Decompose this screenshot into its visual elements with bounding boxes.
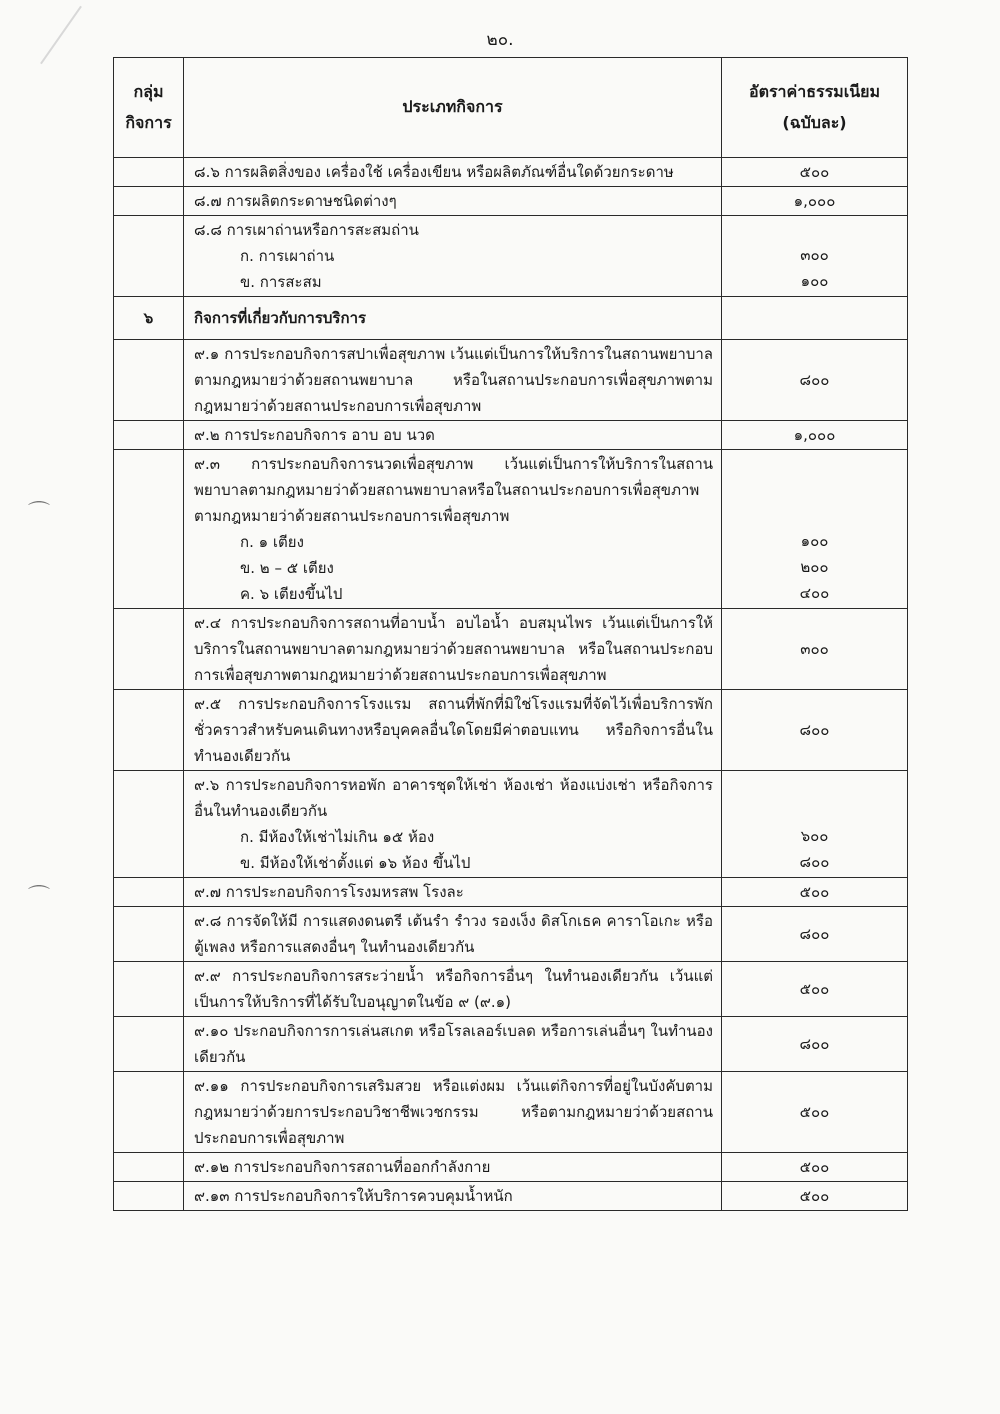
group-cell — [114, 450, 184, 609]
table-row — [114, 609, 908, 690]
table-row — [114, 1182, 908, 1211]
fee-cell — [722, 609, 908, 690]
fee-value: ๑๐๐ — [800, 532, 829, 550]
item-cell — [184, 690, 722, 771]
group-cell — [114, 690, 184, 771]
fee-value: ๑๐๐ — [800, 272, 829, 290]
item-text: ๘.๗ การผลิตกระดาษชนิดต่างๆ — [194, 192, 397, 210]
fee-value: ๑,๐๐๐ — [793, 192, 836, 210]
table-row — [114, 962, 908, 1017]
fee-value: ๕๐๐ — [799, 1187, 830, 1205]
group-cell — [114, 340, 184, 421]
group-cell — [114, 187, 184, 216]
fee-cell — [722, 421, 908, 450]
table-row — [114, 187, 908, 216]
item-cell — [184, 609, 722, 690]
sub-item: ข. มีห้องให้เช่าตั้งแต่ ๑๖ ห้อง ขึ้นไป — [240, 854, 471, 872]
fee-value: ๕๐๐ — [799, 1158, 830, 1176]
table-row — [114, 1017, 908, 1072]
item-text: ๘.๘ การเผาถ่านหรือการสะสมถ่าน — [194, 221, 419, 239]
item-cell — [184, 1017, 722, 1072]
fee-cell — [722, 1182, 908, 1211]
fee-value: ๔๐๐ — [799, 584, 830, 602]
fee-value: ๕๐๐ — [799, 883, 830, 901]
group-cell — [114, 771, 184, 878]
margin-mark: ⌒ — [28, 885, 51, 910]
sub-item: ค. ๖ เตียงขึ้นไป — [240, 585, 343, 603]
fee-value: ๓๐๐ — [800, 246, 829, 264]
fee-value: ๒๐๐ — [800, 558, 829, 576]
fee-cell — [722, 187, 908, 216]
fee-value: ๘๐๐ — [799, 721, 830, 739]
fee-value: ๑,๐๐๐ — [793, 426, 836, 444]
fee-cell — [722, 1153, 908, 1182]
group-cell — [114, 609, 184, 690]
group-cell — [114, 216, 184, 297]
fee-cell — [722, 158, 908, 187]
table-row — [114, 907, 908, 962]
item-cell — [184, 771, 722, 878]
table-row — [114, 878, 908, 907]
item-cell — [184, 421, 722, 450]
fee-cell — [722, 450, 908, 609]
item-cell — [184, 158, 722, 187]
item-text: ๙.๒ การประกอบกิจการ อาบ อบ นวด — [194, 426, 435, 444]
page-number: ๒๐. — [486, 30, 514, 50]
table-row — [114, 421, 908, 450]
header-type: ประเภทกิจการ — [184, 58, 722, 158]
sub-item: ก. การเผาถ่าน — [240, 247, 335, 265]
item-text: ๙.๓ การประกอบกิจการนวดเพื่อสุขภาพ เว้นแต่เป็นการให้บริการในสถานพยาบาลตามกฎหมายว่าด้วยสถานพยาบาลหรือในสถานประกอบการเพื่อสุขภาพตามกฎหมายว่าด้วยสถานประกอบการเพื่อสุขภาพ — [194, 455, 713, 525]
fee-value: ๕๐๐ — [799, 163, 830, 181]
item-cell — [184, 1182, 722, 1211]
fee-value: ๕๐๐ — [799, 1103, 830, 1121]
item-text: ๙.๑๑ การประกอบกิจการเสริมสวย หรือแต่งผม เว้นแต่กิจการที่อยู่ในบังคับตามกฎหมายว่าด้วยการประกอบวิชาชีพเวชกรรม หรือตามกฎหมายว่าด้วยสถานประกอบการเพื่อสุขภาพ — [194, 1077, 713, 1147]
group-cell — [114, 421, 184, 450]
fee-cell — [722, 216, 908, 297]
rows-top — [114, 158, 908, 297]
header-group: กลุ่มกิจการ — [114, 58, 184, 158]
group-cell — [114, 962, 184, 1017]
table-header — [114, 58, 908, 158]
table-row — [114, 216, 908, 297]
item-text: ๘.๖ การผลิตสิ่งของ เครื่องใช้ เครื่องเขียน หรือผลิตภัณฑ์อื่นใดด้วยกระดาษ — [194, 163, 674, 181]
fee-table — [113, 57, 908, 1211]
fee-cell — [722, 340, 908, 421]
group-cell — [114, 907, 184, 962]
item-cell — [184, 1153, 722, 1182]
table-row — [114, 340, 908, 421]
item-cell — [184, 216, 722, 297]
item-text: ๙.๗ การประกอบกิจการโรงมหรสพ โรงละ — [194, 883, 464, 901]
margin-mark: ⌒ — [28, 501, 51, 526]
item-text: ๙.๑๒ การประกอบกิจการสถานที่ออกกำลังกาย — [194, 1158, 491, 1176]
item-text: ๙.๕ การประกอบกิจการโรงแรม สถานที่พักที่มิใช่โรงแรมที่จัดไว้เพื่อบริการพักชั่วคราวสำหรับคนเดินทางหรือบุคคลอื่นใดโดยมีค่าตอบแทน หรือกิจการอื่นในทำนองเดียวกัน — [194, 695, 713, 765]
item-cell — [184, 340, 722, 421]
item-cell — [184, 187, 722, 216]
sub-item: ข. ๒ – ๕ เตียง — [240, 559, 334, 577]
sub-item: ข. การสะสม — [240, 273, 322, 291]
table-row — [114, 450, 908, 609]
item-text: ๙.๖ การประกอบกิจการหอพัก อาคารชุดให้เช่า ห้องเช่า ห้องแบ่งเช่า หรือกิจการอื่นในทำนองเดียวกัน — [194, 776, 713, 820]
fee-value: ๘๐๐ — [799, 925, 830, 943]
group-cell — [114, 1182, 184, 1211]
item-cell — [184, 907, 722, 962]
item-text: ๙.๑ การประกอบกิจการสปาเพื่อสุขภาพ เว้นแต่เป็นการให้บริการในสถานพยาบาลตามกฎหมายว่าด้วยสถานพยาบาล หรือในสถานประกอบการเพื่อสุขภาพตามกฎหมายว่าด้วยสถานประกอบการเพื่อสุขภาพ — [194, 345, 713, 415]
table-row — [114, 1072, 908, 1153]
sub-item: ก. มีห้องให้เช่าไม่เกิน ๑๕ ห้อง — [240, 828, 435, 846]
fee-value: ๘๐๐ — [799, 371, 830, 389]
group-cell — [114, 1017, 184, 1072]
item-text: ๙.๙ การประกอบกิจการสระว่ายน้ำ หรือกิจการอื่นๆ ในทำนองเดียวกัน เว้นแต่เป็นการให้บริการที่ได้รับใบอนุญาตในข้อ ๙ (๙.๑) — [194, 967, 713, 1011]
group-cell — [114, 1072, 184, 1153]
group-title: กิจการที่เกี่ยวกับการบริการ — [194, 309, 367, 327]
fee-value: ๘๐๐ — [799, 853, 830, 871]
item-cell — [184, 450, 722, 609]
group-cell — [114, 1153, 184, 1182]
fee-cell — [722, 878, 908, 907]
fee-value: ๘๐๐ — [799, 1035, 830, 1053]
group-row — [114, 297, 908, 340]
group-cell — [114, 878, 184, 907]
fee-cell — [722, 1072, 908, 1153]
item-text: ๙.๘ การจัดให้มี การแสดงดนตรี เต้นรำ รำวง รองเง็ง ดิสโกเธค คาราโอเกะ หรือตู้เพลง หรือการแสดงอื่นๆ ในทำนองเดียวกัน — [194, 912, 713, 956]
item-text: ๙.๑๐ ประกอบกิจการการเล่นสเกต หรือโรลเลอร์เบลด หรือการเล่นอื่นๆ ในทำนองเดียวกัน — [194, 1022, 713, 1066]
rows-service — [114, 340, 908, 1211]
item-cell — [184, 1072, 722, 1153]
fee-cell — [722, 771, 908, 878]
table-row — [114, 690, 908, 771]
fee-value: ๖๐๐ — [800, 827, 829, 845]
fee-value: ๓๐๐ — [800, 640, 829, 658]
table-row — [114, 297, 908, 340]
fee-cell — [722, 690, 908, 771]
fee-cell — [722, 1017, 908, 1072]
fee-cell — [722, 907, 908, 962]
table-row — [114, 771, 908, 878]
item-text: ๙.๑๓ การประกอบกิจการให้บริการควบคุมน้ำหนัก — [194, 1187, 513, 1205]
fee-cell — [722, 962, 908, 1017]
header-fee: อัตราค่าธรรมเนียม (ฉบับละ) — [722, 58, 908, 158]
group-number: ๖ — [114, 297, 184, 340]
group-cell — [114, 158, 184, 187]
table-row — [114, 158, 908, 187]
item-text: ๙.๔ การประกอบกิจการสถานที่อาบน้ำ อบไอน้ำ อบสมุนไพร เว้นแต่เป็นการให้บริการในสถานพยาบาลตามกฎหมายว่าด้วยสถานพยาบาล หรือในสถานประกอบการเพื่อสุขภาพตามกฎหมายว่าด้วยสถานประกอบการเพื่อสุขภาพ — [194, 614, 713, 684]
table-row — [114, 1153, 908, 1182]
item-cell — [184, 962, 722, 1017]
item-cell — [184, 878, 722, 907]
fee-value: ๕๐๐ — [799, 980, 830, 998]
sub-item: ก. ๑ เตียง — [240, 533, 304, 551]
